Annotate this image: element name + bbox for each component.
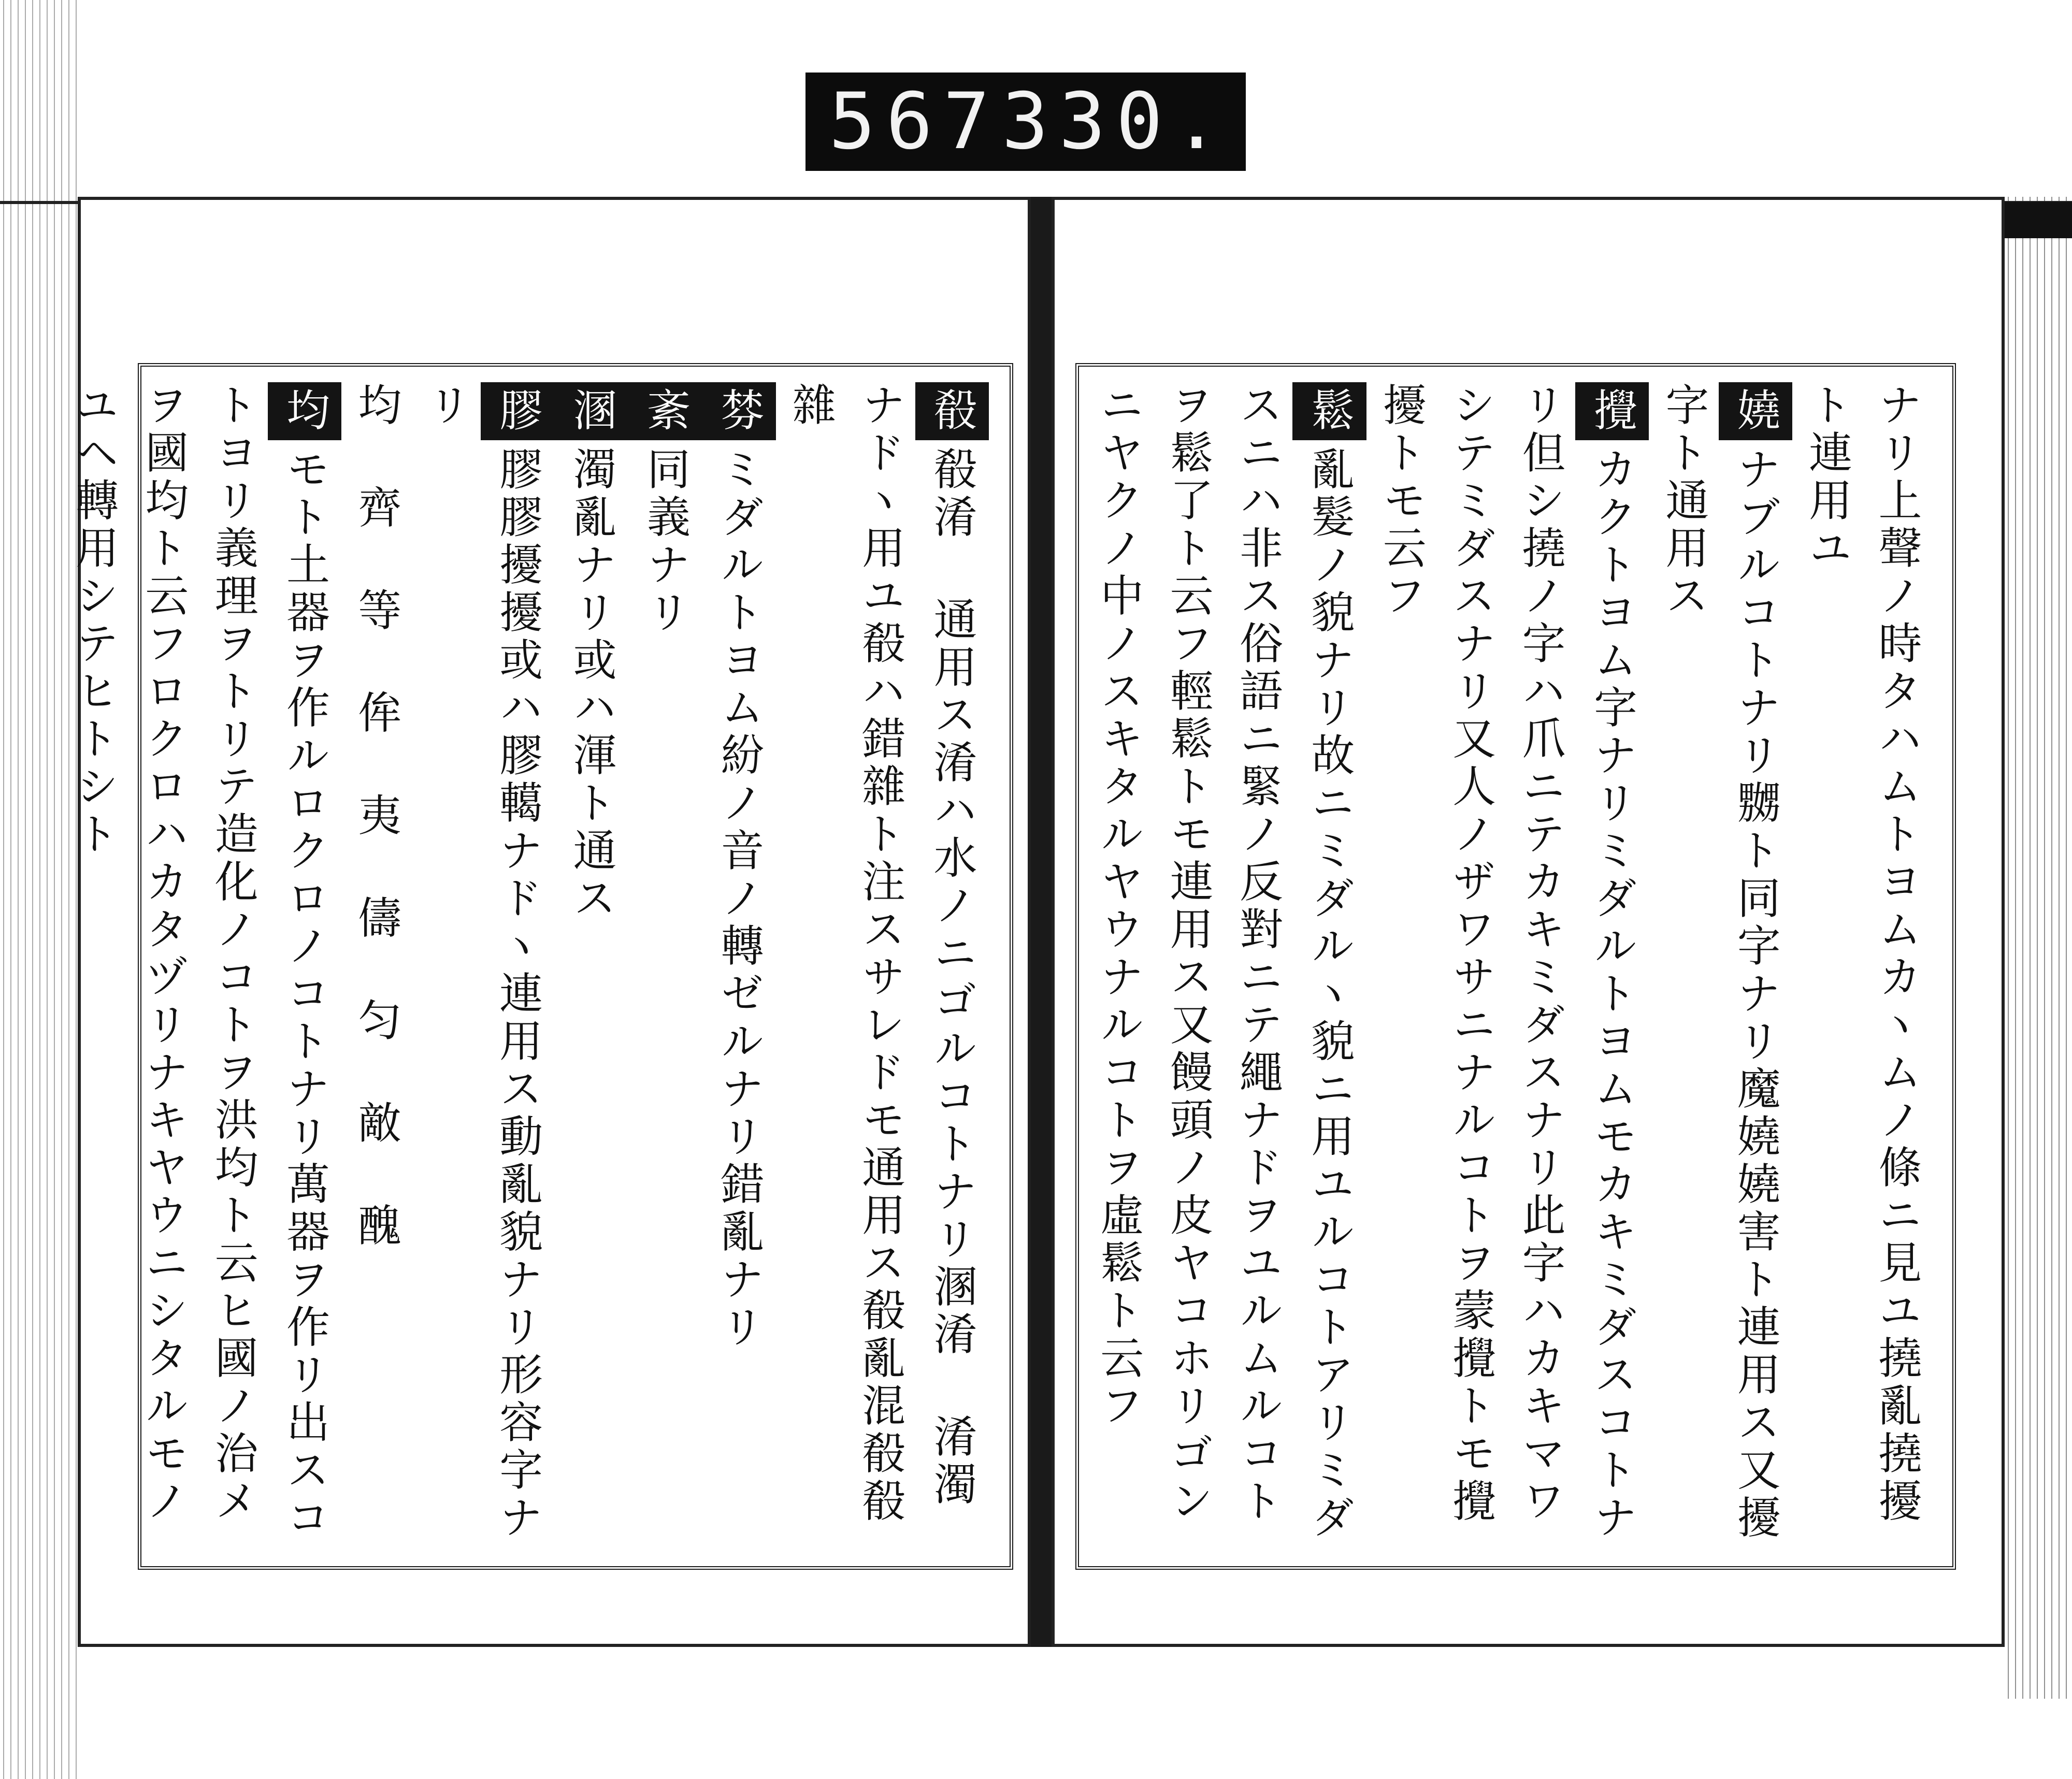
entry-text: 同義ナリ — [640, 446, 691, 637]
entry-text: ミダルトヨム紛ノ音ノ轉ゼルナリ錯亂ナリ — [713, 446, 765, 1352]
dictionary-entry — [776, 382, 989, 1551]
entry-text: 濁亂ナリ或ハ渾ト通ス — [566, 446, 617, 923]
entry-headword: 膠 — [481, 382, 554, 440]
dictionary-entry — [628, 382, 702, 1551]
dictionary-entry — [702, 382, 775, 1551]
entry-text: 亂髮ノ貌ナリ故ニミダルヽ貌ニ用ユルコトアリミダスニハ非ス俗語ニ緊ノ反對ニテ繩ナドヲユルムルコトヲ鬆了ト云フ輕鬆トモ連用ス又饅頭ノ皮ヤコホリゴンニヤクノ中ノスキタルヤウナルコトヲ虛鬆ト云フ — [1093, 382, 1355, 1542]
entry-headword: 均 — [268, 382, 341, 440]
call-number-label — [805, 73, 1246, 171]
left-text-block — [68, 382, 989, 1551]
dictionary-entry — [1649, 382, 1792, 1551]
entry-text: カクトヨム字ナリミダルトヨムモカキミダスコトナリ但シ撓ノ字ハ爪ニテカキミダスナリ此字ハカキマワシテミダスナリ又人ノザワサニナルコトヲ蒙攪トモ攪擾トモ云フ — [1376, 382, 1638, 1542]
dictionary-entry — [59, 382, 342, 1551]
entry-headword: 殽 — [915, 382, 989, 440]
right-text-frame — [1075, 363, 1956, 1570]
entry-text: 膠膠擾擾或ハ膠轕ナドヽ連用ス動亂貌ナリ形容字ナリ — [421, 382, 543, 1542]
book-gutter — [1031, 197, 1052, 1647]
open-book — [68, 197, 2005, 1647]
left-text-frame — [68, 363, 1013, 1570]
call-number-right: 330. — [1001, 77, 1230, 167]
entry-headword: 溷 — [555, 382, 628, 440]
dictionary-entry — [1084, 382, 1366, 1551]
entry-headword: 棼 — [702, 382, 775, 440]
entry-text: ナリ上聲ノ時タハムトヨムカヽムノ條ニ見ユ撓亂撓擾ト連用ユ — [1802, 382, 1922, 1526]
entry-headword: 嬈 — [1719, 382, 1792, 440]
entry-text: ナブルコトナリ嬲ト同字ナリ魔嬈嬈害ト連用ス又擾字ト通用ス — [1658, 382, 1781, 1542]
dictionary-entry — [1366, 382, 1649, 1551]
right-page — [1052, 197, 2005, 1647]
dictionary-entry — [411, 382, 555, 1551]
call-number-left: 567 — [829, 77, 1000, 167]
continued-text — [1792, 382, 1932, 1551]
entry-text: 殽淆 通用ス淆ハ水ノニゴルコトナリ溷淆 淆濁ナドヽ用ユ殽ハ錯雜ト注スサレドモ通用ス殽亂混殽殽雜 — [785, 382, 977, 1526]
section-heading-text: 均 齊 等 侔 夷 儔 匀 敵 醜 — [351, 382, 402, 1250]
left-page — [68, 197, 1031, 1647]
entry-headword: 紊 — [628, 382, 702, 440]
entry-text: モト土器ヲ作ルロクロノコトナリ萬器ヲ作リ出スコトヨリ義理ヲトリテ造化ノコトヲ洪均ト云ヒ國ノ治メヲ國均ト云フロクロハカタヅリナキヤウニシタルモノユヘ轉用シテヒトシト — [68, 382, 330, 1542]
section-heading-row — [341, 382, 411, 1551]
entry-headword: 攪 — [1575, 382, 1649, 440]
book-edge-right — [2005, 197, 2072, 1699]
entry-headword: 鬆 — [1292, 382, 1366, 440]
dictionary-entry — [555, 382, 628, 1551]
right-text-block — [1093, 382, 1932, 1551]
